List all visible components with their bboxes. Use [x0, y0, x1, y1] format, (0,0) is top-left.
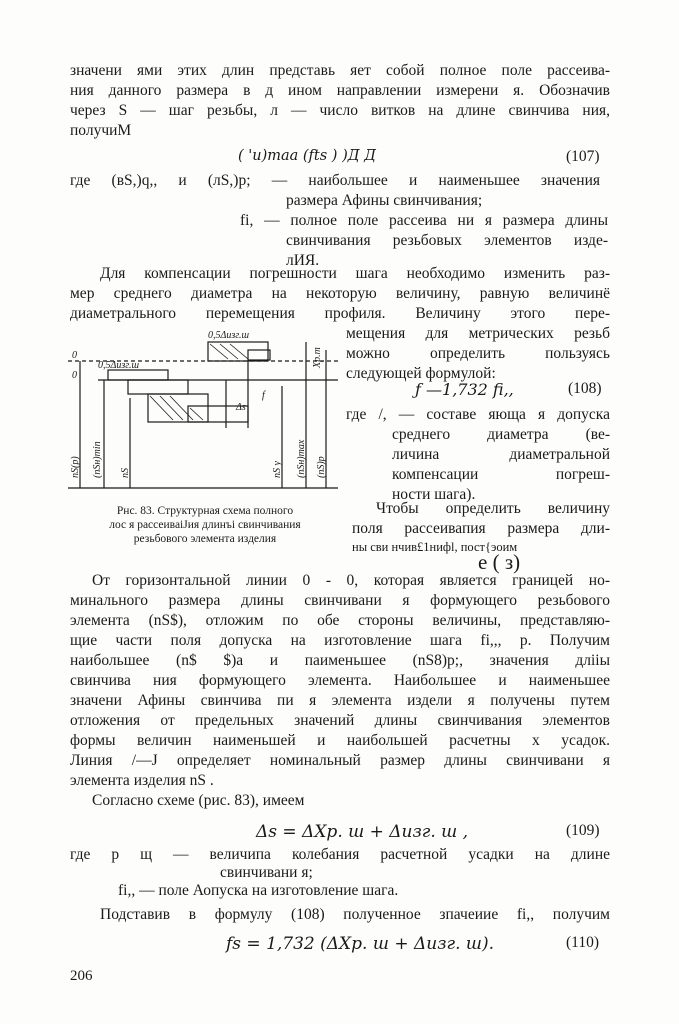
text-line: Для компенсации погрешности шага необходимо изменить раз-: [100, 265, 610, 282]
figure-caption: [70, 504, 340, 546]
page-number: 206: [70, 968, 93, 984]
text-line: через S — шаг резьбы, л — число витков на длине свинчива ния,: [70, 102, 610, 119]
equation-number-109: (109): [566, 822, 600, 839]
text-line: где /, — составе яюща я допуска: [346, 406, 610, 423]
equation-number-108: (108): [568, 380, 602, 397]
figure-label-delta: 0,5Δизг.ш: [98, 360, 140, 371]
text-line: можно определить пользуясь: [346, 345, 610, 362]
text-line: где (вS,)q,, и (лS,)p; — наибольшее и наименьшее значения: [70, 172, 600, 189]
text-line: fi,, — поле Аопуска на изготовление шага.: [118, 882, 399, 899]
text-line: поля рассеивапия размера дли-: [352, 520, 610, 537]
equation-107: ( 'u)maa (fts ) )Д Д: [238, 148, 376, 164]
text-line: fi, — полное поле рассеива ни я размера длины: [240, 212, 608, 229]
text-line: отложения от предельных значений длины свинчивания элементов: [70, 712, 610, 729]
text-line: значени Афины свинчива пи я элемента издели я получены путем: [70, 692, 610, 709]
figure-label-nsnom: (nS)р: [316, 456, 327, 478]
text-line: формы величин наименьшей и наибольшей расчетны х усадок.: [70, 732, 610, 749]
figure-label-delta: 0,5Δизг.ш: [208, 330, 250, 341]
text-line: Согласно схеме (рис. 83), имеем: [92, 792, 305, 809]
figure-label-nsmin: (nSн)min: [92, 441, 103, 478]
figure-label-nsy: nS у: [272, 461, 283, 478]
text-line: мер среднего диаметра на некоторую величину, равную величинё: [70, 285, 610, 302]
figure-label-fs: f: [262, 390, 265, 401]
text-line: среднего диаметра (ве-: [392, 426, 610, 443]
text-line: Чтобы определить величину: [376, 500, 610, 517]
figure-83-diagram: [68, 328, 348, 500]
text-line: личина диаметральной: [392, 446, 610, 463]
equation-number-110: (110): [566, 934, 599, 951]
figure-label-nsp: nS(р): [70, 456, 81, 478]
figure-caption-line: лос я рассеиваiJия длинъi свинчивания: [109, 519, 301, 531]
text-line: элемента (nS$), отложим по обе стороны величины, представляю-: [70, 612, 610, 629]
text-line: мещения для метрических резьб: [346, 325, 610, 342]
figure-caption-line: Рнс. 83. Структурная схема полного: [116, 505, 294, 517]
text-line: элемента изделия nS .: [70, 772, 214, 789]
text-line: размера Афины свинчивания;: [286, 192, 483, 209]
text-line: свинчивани я;: [220, 864, 313, 881]
text-line: наибольшее (n$ $)а и паименьшее (nS8)p;, значения длiiы: [70, 652, 610, 669]
text-line: минального размера длины свинчивани я формующего резьбового: [70, 592, 610, 609]
figure-caption-line: резьбового элемента изделия: [133, 533, 277, 545]
equation-108: ƒ —1,732 fi,,: [415, 380, 514, 399]
text-line: значени ями этих длин представь яет собой полное поле рассеива-: [70, 62, 610, 79]
figure-label-nsmax: (nSн)max: [296, 439, 307, 478]
text-line: следующей формулой:: [346, 365, 496, 382]
text-line: щие части поля допуска на изготовление шага fi,,, p. Получим: [70, 632, 610, 649]
text-line: свинчива ния формующего элемента. Наибольшее и наименьшее: [70, 672, 610, 689]
figure-label-zero: 0: [72, 350, 77, 361]
figure-label-ns: nS: [120, 468, 131, 478]
text-line: свинчивания резьбовых элементов изде-: [286, 232, 608, 249]
equation-number-107: (107): [566, 148, 600, 165]
text-line: Подставив в формулу (108) полученное зпачеиие fi,, получим: [100, 906, 610, 923]
text-line: ности шага).: [392, 486, 476, 503]
text-line: получиМ: [70, 122, 132, 139]
figure-label-xp: Xp.m: [312, 347, 323, 368]
text-line: Линия /—J определяет номинальный размер длины свинчивани я: [70, 752, 610, 769]
figure-label-ds: Δs: [236, 402, 246, 413]
equation-109: Δs = ΔXр. ш + Δизг. ш ,: [256, 822, 469, 842]
stray-glyphs: е ( з): [478, 550, 521, 574]
text-line: компенсации погреш-: [392, 466, 610, 483]
figure-label-zero: 0: [72, 370, 77, 381]
text-line: ны сви нчив£1нифl, пост{эоим: [352, 540, 518, 554]
text-line: где р щ — величипа колебания расчетной усадки на длине: [70, 846, 610, 863]
text-line: ния данного размера в д ином направлении измерени я. Обозначив: [70, 82, 610, 99]
text-line: диаметрального перемещения профиля. Величину этого пере-: [70, 305, 610, 322]
equation-110: fs = 1,732 (ΔXр. ш + Δизг. ш).: [226, 934, 495, 954]
text-line: От горизонтальной линии 0 - 0, которая является границей но-: [92, 572, 610, 589]
text-line: лИЯ.: [286, 252, 320, 269]
